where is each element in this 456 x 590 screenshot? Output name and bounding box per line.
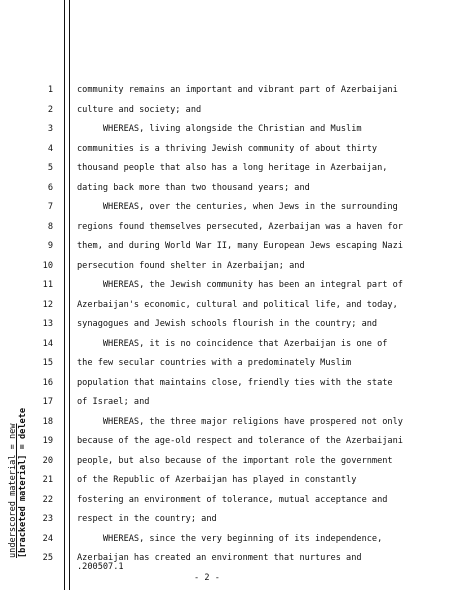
text-line: because of the age-old respect and tolerance of the Azerbaijani <box>77 436 403 446</box>
line-number: 21 <box>42 475 53 485</box>
line-number: 2 <box>47 104 53 115</box>
text-line: WHEREAS, the Jewish community has been an integral part of <box>77 280 403 290</box>
line-number: 16 <box>42 377 53 388</box>
document-code: .200507.1 <box>77 562 124 572</box>
legend-delete: [bracketed material] = delete <box>18 407 28 558</box>
text-line: WHEREAS, living alongside the Christian and Muslim <box>77 124 362 134</box>
text-line: people, but also because of the important role the government <box>77 455 393 466</box>
text-line: WHEREAS, the three major religions have prospered not only <box>77 416 403 427</box>
text-line: persecution found shelter in Azerbaijan; and <box>77 260 305 271</box>
text-line: Azerbaijan's economic, cultural and political life, and today, <box>77 299 398 310</box>
line-number: 18 <box>42 416 53 427</box>
line-number-column <box>33 81 53 569</box>
line-number: 10 <box>42 260 53 271</box>
line-number: 15 <box>42 358 53 368</box>
text-line: dating back more than two thousand years; and <box>77 182 310 193</box>
line-number: 11 <box>42 280 53 290</box>
line-number: 22 <box>42 494 53 505</box>
line-number: 12 <box>42 299 53 310</box>
text-line: respect in the country; and <box>77 514 217 524</box>
line-number: 7 <box>47 202 53 212</box>
line-number: 25 <box>42 553 53 563</box>
text-line: WHEREAS, it is no coincidence that Azerbaijan is one of <box>77 338 388 349</box>
text-line: thousand people that also has a long heritage in Azerbaijan, <box>77 163 388 173</box>
bill-body-text <box>77 81 452 569</box>
text-line: synagogues and Jewish schools flourish in the country; and <box>77 319 378 329</box>
line-number: 17 <box>42 397 53 407</box>
line-number: 6 <box>47 182 53 193</box>
text-line: of Israel; and <box>77 397 150 407</box>
line-number: 23 <box>42 514 53 524</box>
legend-new: underscored material = new <box>8 423 18 558</box>
text-line: communities is a thriving Jewish community of about thirty <box>77 143 378 154</box>
page-number: - 2 - <box>194 573 220 583</box>
text-line: of the Republic of Azerbaijan has played in constantly <box>77 475 357 485</box>
amendment-legend-text <box>8 408 28 558</box>
text-line: culture and society; and <box>77 104 202 115</box>
line-number: 5 <box>47 163 53 173</box>
text-line: Azerbaijan has created an environment that nurtures and <box>77 553 362 563</box>
text-line: population that maintains close, friendly ties with the state <box>77 377 393 388</box>
line-number: 9 <box>47 241 53 251</box>
text-line: WHEREAS, over the centuries, when Jews in the surrounding <box>77 202 398 212</box>
line-number: 19 <box>42 436 53 446</box>
margin-rule-inner <box>69 0 70 590</box>
line-number: 20 <box>42 455 53 466</box>
margin-rule-outer <box>64 0 65 590</box>
text-line: them, and during World War II, many European Jews escaping Nazi <box>77 241 403 251</box>
text-line: the few secular countries with a predominately Muslim <box>77 358 352 368</box>
line-number: 4 <box>47 143 53 154</box>
line-number: 8 <box>47 221 53 232</box>
text-line: WHEREAS, since the very beginning of its independence, <box>77 533 383 544</box>
line-number: 24 <box>42 533 53 544</box>
text-line: fostering an environment of tolerance, mutual acceptance and <box>77 494 388 505</box>
line-number: 13 <box>42 319 53 329</box>
text-line: regions found themselves persecuted, Azerbaijan was a haven for <box>77 221 403 232</box>
line-number: 14 <box>42 338 53 349</box>
amendment-legend <box>8 368 28 588</box>
line-number: 3 <box>47 124 53 134</box>
text-line: community remains an important and vibrant part of Azerbaijani <box>77 85 398 95</box>
line-number: 1 <box>47 85 53 95</box>
